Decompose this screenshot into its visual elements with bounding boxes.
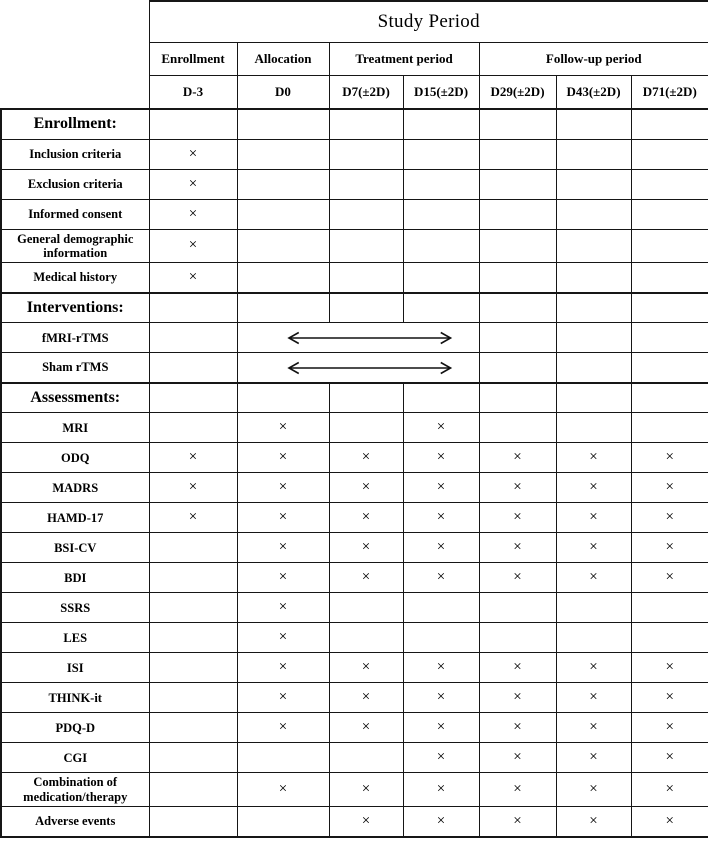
intervention-duration-cell (237, 353, 479, 383)
empty-cell (403, 169, 479, 199)
empty-cell (149, 743, 237, 773)
row-label: THINK-it (1, 683, 149, 713)
cross-mark-cell: × (479, 533, 556, 563)
empty-cell (329, 623, 403, 653)
empty-cell (556, 323, 631, 353)
arrow-row (1, 323, 708, 353)
empty-cell (479, 199, 556, 229)
cross-mark-cell: × (329, 653, 403, 683)
empty-cell (631, 199, 708, 229)
cross-mark-cell: × (403, 743, 479, 773)
item-row (1, 593, 708, 623)
phase-header: Follow-up period (479, 43, 708, 76)
cross-mark-cell: × (329, 533, 403, 563)
cross-mark-cell: × (237, 623, 329, 653)
item-row (1, 743, 708, 773)
cross-mark-cell: × (329, 773, 403, 807)
cross-mark-cell: × (149, 503, 237, 533)
empty-cell (631, 263, 708, 293)
row-label: Combination of medication/therapy (1, 773, 149, 807)
row-label: General demographic information (1, 229, 149, 263)
item-row (1, 713, 708, 743)
cross-mark-cell: × (329, 563, 403, 593)
item-row (1, 413, 708, 443)
empty-cell (556, 623, 631, 653)
cross-mark-cell: × (237, 653, 329, 683)
cross-mark-cell: × (403, 473, 479, 503)
empty-cell (403, 139, 479, 169)
cross-mark-cell: × (479, 713, 556, 743)
table-body (1, 109, 708, 837)
timepoint-header: D7(±2D) (329, 76, 403, 110)
row-label: Informed consent (1, 199, 149, 229)
empty-cell (149, 563, 237, 593)
empty-cell (631, 593, 708, 623)
cross-mark-cell: × (479, 773, 556, 807)
cross-mark-cell: × (237, 443, 329, 473)
double-arrow-icon (240, 330, 477, 346)
empty-cell (479, 109, 556, 139)
empty-cell (403, 109, 479, 139)
empty-cell (237, 263, 329, 293)
cross-mark-cell: × (631, 473, 708, 503)
empty-cell (556, 139, 631, 169)
row-label: Inclusion criteria (1, 139, 149, 169)
row-label: Exclusion criteria (1, 169, 149, 199)
phase-header: Enrollment (149, 43, 237, 76)
cross-mark-cell: × (556, 683, 631, 713)
empty-cell (329, 413, 403, 443)
row-label: HAMD-17 (1, 503, 149, 533)
empty-cell (479, 323, 556, 353)
item-row (1, 533, 708, 563)
cross-mark-cell: × (149, 169, 237, 199)
empty-cell (556, 263, 631, 293)
empty-cell (479, 413, 556, 443)
item-row (1, 563, 708, 593)
cross-mark-cell: × (149, 263, 237, 293)
empty-cell (631, 293, 708, 323)
row-label: Sham rTMS (1, 353, 149, 383)
phase-header: Allocation (237, 43, 329, 76)
empty-cell (149, 623, 237, 653)
section-row (1, 109, 708, 139)
cross-mark-cell: × (403, 563, 479, 593)
empty-cell (149, 383, 237, 413)
cross-mark-cell: × (237, 563, 329, 593)
empty-cell (556, 229, 631, 263)
empty-cell (237, 169, 329, 199)
empty-cell (631, 623, 708, 653)
empty-cell (631, 323, 708, 353)
empty-cell (149, 413, 237, 443)
cross-mark-cell: × (556, 503, 631, 533)
cross-mark-cell: × (149, 473, 237, 503)
cross-mark-cell: × (631, 683, 708, 713)
cross-mark-cell: × (631, 533, 708, 563)
cross-mark-cell: × (556, 743, 631, 773)
timepoint-header: D29(±2D) (479, 76, 556, 110)
empty-cell (237, 229, 329, 263)
cross-mark-cell: × (556, 653, 631, 683)
empty-cell (329, 383, 403, 413)
cross-mark-cell: × (631, 807, 708, 837)
item-row (1, 807, 708, 837)
row-label: ISI (1, 653, 149, 683)
empty-cell (556, 593, 631, 623)
cross-mark-cell: × (237, 593, 329, 623)
empty-cell (329, 169, 403, 199)
row-label: BDI (1, 563, 149, 593)
cross-mark-cell: × (237, 713, 329, 743)
item-row (1, 473, 708, 503)
cross-mark-cell: × (149, 139, 237, 169)
cross-mark-cell: × (479, 563, 556, 593)
corner-cell (1, 1, 149, 109)
empty-cell (479, 593, 556, 623)
empty-cell (479, 383, 556, 413)
cross-mark-cell: × (329, 807, 403, 837)
row-label: MADRS (1, 473, 149, 503)
cross-mark-cell: × (403, 653, 479, 683)
row-label: BSI-CV (1, 533, 149, 563)
item-row (1, 169, 708, 199)
cross-mark-cell: × (237, 503, 329, 533)
item-row (1, 623, 708, 653)
cross-mark-cell: × (479, 683, 556, 713)
empty-cell (149, 683, 237, 713)
cross-mark-cell: × (329, 683, 403, 713)
timepoint-header: D0 (237, 76, 329, 110)
empty-cell (329, 139, 403, 169)
cross-mark-cell: × (479, 473, 556, 503)
empty-cell (403, 229, 479, 263)
empty-cell (237, 199, 329, 229)
cross-mark-cell: × (237, 773, 329, 807)
empty-cell (329, 293, 403, 323)
cross-mark-cell: × (329, 503, 403, 533)
cross-mark-cell: × (556, 443, 631, 473)
cross-mark-cell: × (556, 807, 631, 837)
timepoint-header: D-3 (149, 76, 237, 110)
empty-cell (479, 263, 556, 293)
cross-mark-cell: × (631, 743, 708, 773)
empty-cell (149, 593, 237, 623)
cross-mark-cell: × (631, 713, 708, 743)
phase-header: Treatment period (329, 43, 479, 76)
empty-cell (556, 353, 631, 383)
empty-cell (556, 199, 631, 229)
item-row (1, 263, 708, 293)
row-label: SSRS (1, 593, 149, 623)
cross-mark-cell: × (479, 807, 556, 837)
cross-mark-cell: × (631, 563, 708, 593)
cross-mark-cell: × (479, 503, 556, 533)
empty-cell (149, 323, 237, 353)
item-row (1, 139, 708, 169)
empty-cell (403, 293, 479, 323)
item-row (1, 773, 708, 807)
empty-cell (149, 533, 237, 563)
row-label: CGI (1, 743, 149, 773)
empty-cell (237, 139, 329, 169)
empty-cell (479, 623, 556, 653)
empty-cell (479, 229, 556, 263)
cross-mark-cell: × (149, 443, 237, 473)
empty-cell (149, 353, 237, 383)
cross-mark-cell: × (237, 683, 329, 713)
row-label: MRI (1, 413, 149, 443)
empty-cell (329, 199, 403, 229)
section-row (1, 383, 708, 413)
empty-cell (329, 593, 403, 623)
item-row (1, 199, 708, 229)
timepoint-header: D15(±2D) (403, 76, 479, 110)
empty-cell (479, 353, 556, 383)
empty-cell (149, 653, 237, 683)
empty-cell (237, 807, 329, 837)
cross-mark-cell: × (556, 563, 631, 593)
empty-cell (237, 109, 329, 139)
arrow-row (1, 353, 708, 383)
cross-mark-cell: × (403, 413, 479, 443)
empty-cell (556, 413, 631, 443)
item-row (1, 443, 708, 473)
empty-cell (631, 169, 708, 199)
cross-mark-cell: × (329, 443, 403, 473)
empty-cell (329, 229, 403, 263)
cross-mark-cell: × (556, 773, 631, 807)
empty-cell (631, 229, 708, 263)
empty-cell (149, 773, 237, 807)
empty-cell (403, 199, 479, 229)
empty-cell (149, 109, 237, 139)
cross-mark-cell: × (479, 443, 556, 473)
empty-cell (631, 353, 708, 383)
empty-cell (556, 383, 631, 413)
empty-cell (329, 743, 403, 773)
cross-mark-cell: × (403, 807, 479, 837)
section-row (1, 293, 708, 323)
empty-cell (403, 593, 479, 623)
cross-mark-cell: × (329, 473, 403, 503)
item-row (1, 683, 708, 713)
row-label: Enrollment: (1, 109, 149, 139)
cross-mark-cell: × (237, 473, 329, 503)
table-head (1, 1, 708, 109)
cross-mark-cell: × (403, 503, 479, 533)
row-label: Medical history (1, 263, 149, 293)
cross-mark-cell: × (329, 713, 403, 743)
cross-mark-cell: × (149, 199, 237, 229)
double-arrow-icon (240, 360, 477, 376)
cross-mark-cell: × (631, 653, 708, 683)
empty-cell (237, 383, 329, 413)
row-label: LES (1, 623, 149, 653)
cross-mark-cell: × (556, 533, 631, 563)
empty-cell (329, 263, 403, 293)
row-label: fMRI-rTMS (1, 323, 149, 353)
item-row (1, 503, 708, 533)
cross-mark-cell: × (556, 713, 631, 743)
empty-cell (479, 293, 556, 323)
empty-cell (556, 293, 631, 323)
empty-cell (403, 383, 479, 413)
row-label: Assessments: (1, 383, 149, 413)
row-label: ODQ (1, 443, 149, 473)
cross-mark-cell: × (479, 743, 556, 773)
cross-mark-cell: × (556, 473, 631, 503)
empty-cell (237, 743, 329, 773)
cross-mark-cell: × (403, 773, 479, 807)
cross-mark-cell: × (403, 683, 479, 713)
cross-mark-cell: × (237, 533, 329, 563)
row-label: PDQ-D (1, 713, 149, 743)
empty-cell (149, 293, 237, 323)
cross-mark-cell: × (631, 443, 708, 473)
cross-mark-cell: × (479, 653, 556, 683)
item-row (1, 653, 708, 683)
cross-mark-cell: × (237, 413, 329, 443)
row-label: Adverse events (1, 807, 149, 837)
empty-cell (631, 383, 708, 413)
cross-mark-cell: × (631, 503, 708, 533)
cross-mark-cell: × (403, 443, 479, 473)
study-period-title: Study Period (149, 1, 708, 43)
empty-cell (479, 139, 556, 169)
empty-cell (556, 109, 631, 139)
item-row (1, 229, 708, 263)
empty-cell (149, 713, 237, 743)
empty-cell (631, 413, 708, 443)
intervention-duration-cell (237, 323, 479, 353)
empty-cell (403, 623, 479, 653)
empty-cell (556, 169, 631, 199)
row-label: Interventions: (1, 293, 149, 323)
empty-cell (237, 293, 329, 323)
header-row-study-period (1, 1, 708, 43)
empty-cell (329, 109, 403, 139)
empty-cell (149, 807, 237, 837)
empty-cell (631, 139, 708, 169)
empty-cell (631, 109, 708, 139)
cross-mark-cell: × (631, 773, 708, 807)
cross-mark-cell: × (403, 713, 479, 743)
cross-mark-cell: × (403, 533, 479, 563)
empty-cell (403, 263, 479, 293)
empty-cell (479, 169, 556, 199)
timepoint-header: D71(±2D) (631, 76, 708, 110)
timepoint-header: D43(±2D) (556, 76, 631, 110)
cross-mark-cell: × (149, 229, 237, 263)
